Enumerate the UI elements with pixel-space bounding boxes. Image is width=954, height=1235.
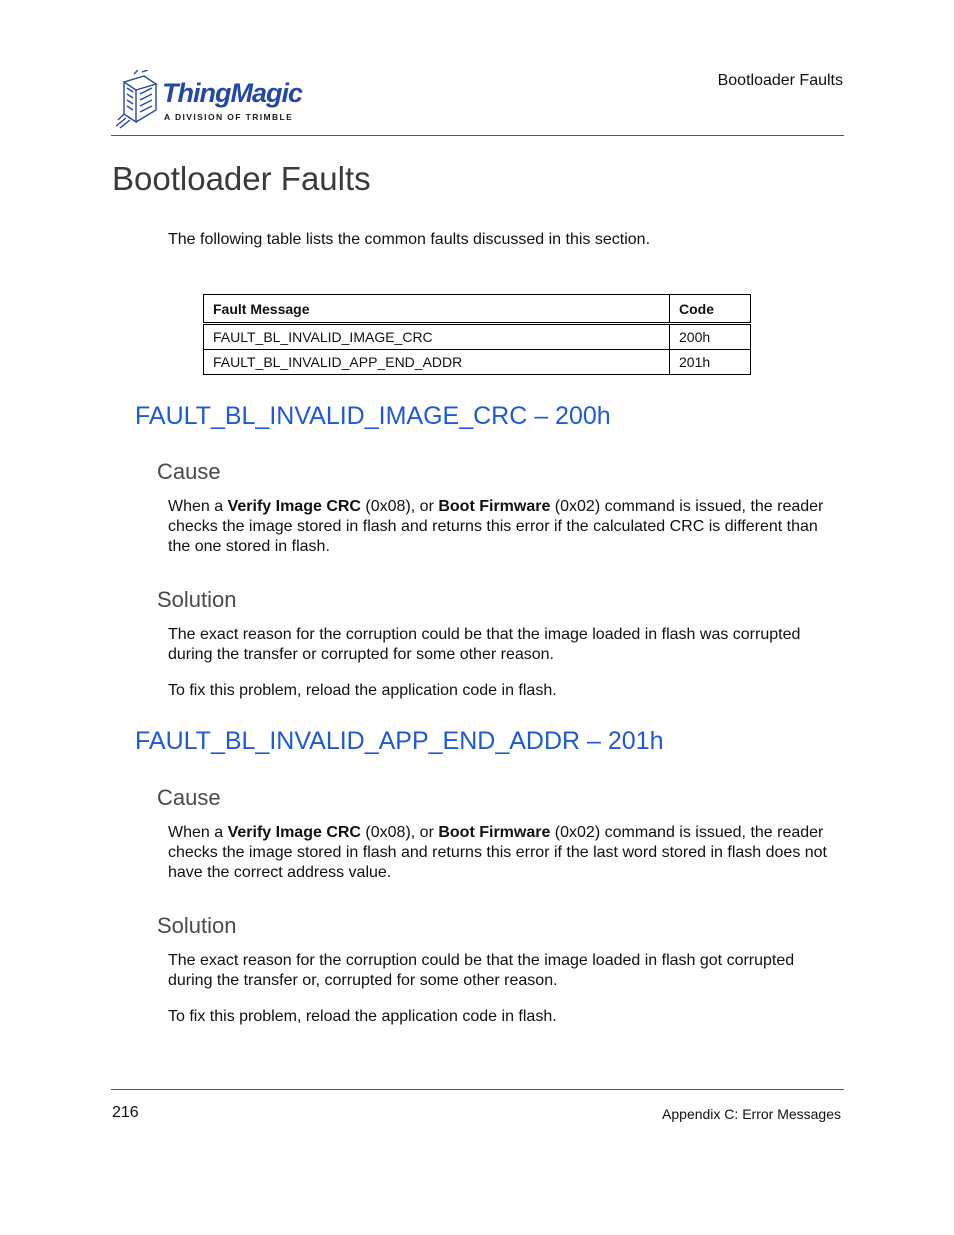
header-divider [111, 135, 844, 136]
footer-chapter: Appendix C: Error Messages [662, 1106, 841, 1122]
subheading-cause: Cause [157, 459, 221, 484]
faults-table [203, 294, 751, 375]
table-row [204, 324, 751, 350]
logo-emblem-icon [114, 70, 162, 132]
solution-paragraph: To fix this problem, reload the application code in flash. [168, 1008, 557, 1025]
table-cell-code: 200h [670, 324, 751, 350]
column-header-code: Code [670, 295, 751, 324]
subheading-solution: Solution [157, 913, 237, 938]
running-head: Bootloader Faults [717, 72, 843, 89]
table-cell-fault-message: FAULT_BL_INVALID_APP_END_ADDR [204, 350, 670, 375]
section-heading-invalid-app-end-addr: FAULT_BL_INVALID_APP_END_ADDR – 201h [135, 727, 664, 755]
logo-name: ThingMagic [162, 78, 302, 108]
page-number: 216 [112, 1104, 139, 1121]
solution-paragraph: The exact reason for the corruption could be that the image loaded in flash was corrupted during the transfer or corrupted for some other reason. [168, 626, 801, 663]
footer-divider [111, 1089, 844, 1090]
table-cell-fault-message: FAULT_BL_INVALID_IMAGE_CRC [204, 324, 670, 350]
section-heading-invalid-image-crc: FAULT_BL_INVALID_IMAGE_CRC – 200h [135, 402, 611, 430]
table-cell-code: 201h [670, 350, 751, 375]
column-header-fault-message: Fault Message [204, 295, 670, 324]
thingmagic-logo [114, 70, 314, 132]
subheading-solution: Solution [157, 587, 237, 612]
subheading-cause: Cause [157, 785, 221, 810]
intro-text: The following table lists the common faults discussed in this section. [168, 231, 651, 248]
solution-paragraph: The exact reason for the corruption could be that the image loaded in flash got corrupted during the transfer or, corrupted for some other reason. [168, 952, 795, 989]
table-row [204, 350, 751, 375]
logo-subtitle: A DIVISION OF TRIMBLE [164, 112, 294, 122]
cause-paragraph: When a Verify Image CRC (0x08), or Boot Firmware (0x02) command is issued, the reader checks the image stored in flash and returns this error if the last word stored in flash does not have the correct address value. [168, 824, 827, 881]
page-title: Bootloader Faults [112, 160, 371, 197]
cause-paragraph: When a Verify Image CRC (0x08), or Boot Firmware (0x02) command is issued, the reader checks the image stored in flash and returns this error if the calculated CRC is different than the one stored in flash. [168, 498, 824, 555]
table-header-row [204, 295, 751, 324]
solution-paragraph: To fix this problem, reload the application code in flash. [168, 682, 557, 699]
